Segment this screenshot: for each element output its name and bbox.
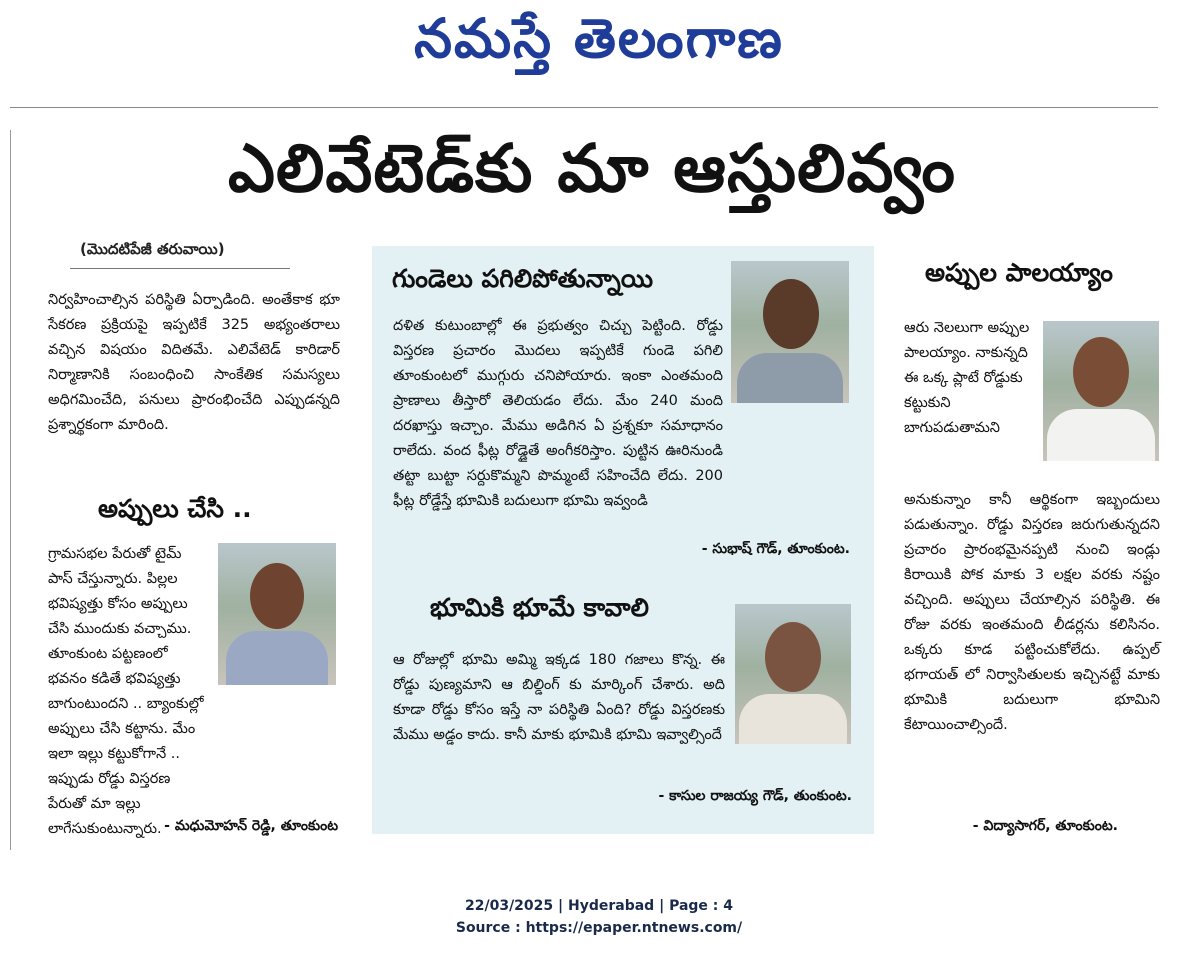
- story3-paragraph: ఆ రోజుల్లో భూమి అమ్మి ఇక్కడ 180 గజాలు కొన్న. ఈ రోడ్డు పుణ్యమాని ఆ బిల్డింగ్ కు మార్కింగ్ చేశారు. అది కూడా రోడ్డు కోసం ఇస్తే నా పరిస్థితి ఏంది? రోడ్డు విస్తరణకు మేము అడ్డం కాదు. కానీ మాకు భూమికి భూమి ఇవ్వాల్సిందే: [393, 652, 725, 743]
- intro-paragraph: నిర్వహించాల్సిన పరిస్థితి ఏర్పాడింది. అంతేకాక భూ సేకరణ ప్రక్రియపై ఇప్పటికే 325 అభ్యంతరాలు వచ్చిన విషయం విదితమే. ఎలివేటెడ్ కారిడార్ నిర్మాణానికి సంబంధించి సాంకేతిక సమస్యలు అధిగమించేది, పనులు ప్రారంభించేది ఎప్పుడన్నది ప్రశ్నార్థకంగా మారింది.: [48, 292, 340, 433]
- story2-paragraph: దళిత కుటుంబాల్లో ఈ ప్రభుత్వం చిచ్చు పెట్టింది. రోడ్డు విస్తరణ ప్రచారం మొదలు ఇప్పటికే గుండె పగిలి తూంకుంటలో ముగ్గురు చనిపోయారు. ఇంకా ఎంతమంది ప్రాణాలు తీస్తారో తెలియడం లేదు. మేం 240 మంది దరఖాస్తు ఇచ్చాం. మేము అడిగిన ఏ ప్రశ్నకూ సమాధానం రాలేదు. వంద ఫీట్ల రోడ్డైతే అంగీకరిస్తాం. పుట్టిన ఊరినుండి తట్టా బుట్టా సర్దుకొమ్మని పొమ్మంటే సహించేది లేదు. 200 ఫీట్ల రోడ్డేస్తే భూమికి బదులుగా భూమి ఇవ్వండి: [393, 318, 723, 509]
- masthead-divider: [10, 107, 1158, 108]
- story2-credit: - సుభాష్ గౌడ్, తూంకుంట.: [701, 541, 850, 557]
- story1-heading: అప్పులు చేసి ..: [98, 494, 252, 523]
- story4-paragraph-top: ఆరు నెలలుగా అప్పుల పాలయ్యాం. నాకున్నది ఈ ఒక్క ప్లాటే రోడ్డుకు కట్టుకుని బాగుపడుతామని: [904, 320, 1030, 436]
- left-border-rule: [10, 130, 11, 850]
- story3-credit: - కాసుల రాజయ్య గౌడ్, తుంకుంట.: [658, 788, 852, 804]
- story2-portrait: [731, 261, 849, 403]
- story1-paragraph: గ్రామసభల పేరుతో టైమ్ పాస్ చేస్తున్నారు. పిల్లల భవిష్యత్తు కోసం అప్పులు చేసి ముందుకు వచ్చాము. తూంకుంట పట్టణంలో భవనం కడితే భవిష్యత్తు బాగుంటుందని .. బ్యాంకుల్లో అప్పులు చేసి కట్టాను. మేం ఇలా ఇల్లు కట్టుకోగానే .. ఇప్పుడు రోడ్డు విస్తరణ పేరుతో మా ఇల్లు లాగేసుకుంటున్నారు.: [48, 546, 204, 837]
- continued-divider: [70, 268, 290, 269]
- story4-paragraph: అనుకున్నాం కానీ ఆర్థికంగా ఇబ్బందులు పడుతున్నాం. రోడ్డు విస్తరణ జరుగుతున్నదని ప్రచారం ప్రారంభమైనప్పటి నుంచి ఇండ్లు కిరాయికి పోక మాకు 3 లక్షల వరకు నష్టం వచ్చింది. అప్పులు చేయాల్సిన పరిస్థితి. ఈ రోజు వరకు ఇంతమంది లీడర్లను కలిసినం. ఒక్కరు కూడ పట్టించుకోలేదు. ఉప్పల్ భగాయత్ లో నిర్వాసితులకు ఇచ్చినట్టే మాకు భూమికి బదులుగా భూమిని కేటాయించాల్సిందే.: [904, 492, 1160, 733]
- footer-source: Source : https://epaper.ntnews.com/: [455, 920, 743, 936]
- story2-heading: గుండెలు పగిలిపోతున్నాయి: [392, 264, 653, 293]
- story4-portrait: [1043, 321, 1159, 461]
- story1-portrait: [218, 543, 336, 685]
- story4-credit: - విద్యాసాగర్, తూంకుంట.: [972, 818, 1118, 834]
- story3-portrait: [735, 604, 851, 744]
- story1-credit: - మధుమోహన్ రెడ్డి, తూంకుంట: [164, 818, 338, 834]
- page-headline: ఎలివేటెడ్‌కు మా ఆస్తులివ్వం: [228, 130, 956, 207]
- story1-paragraph-wrap: [48, 542, 210, 842]
- continued-note: (మొదటిపేజీ తరువాయి): [80, 240, 225, 258]
- story3-heading: భూమికి భూమే కావాలి: [430, 593, 649, 622]
- masthead-logo: నమస్తే తెలంగాణ: [414, 6, 784, 70]
- story4-heading: అప్పుల పాలయ్యాం: [925, 258, 1113, 287]
- footer-dateline: 22/03/2025 | Hyderabad | Page : 4: [464, 898, 734, 914]
